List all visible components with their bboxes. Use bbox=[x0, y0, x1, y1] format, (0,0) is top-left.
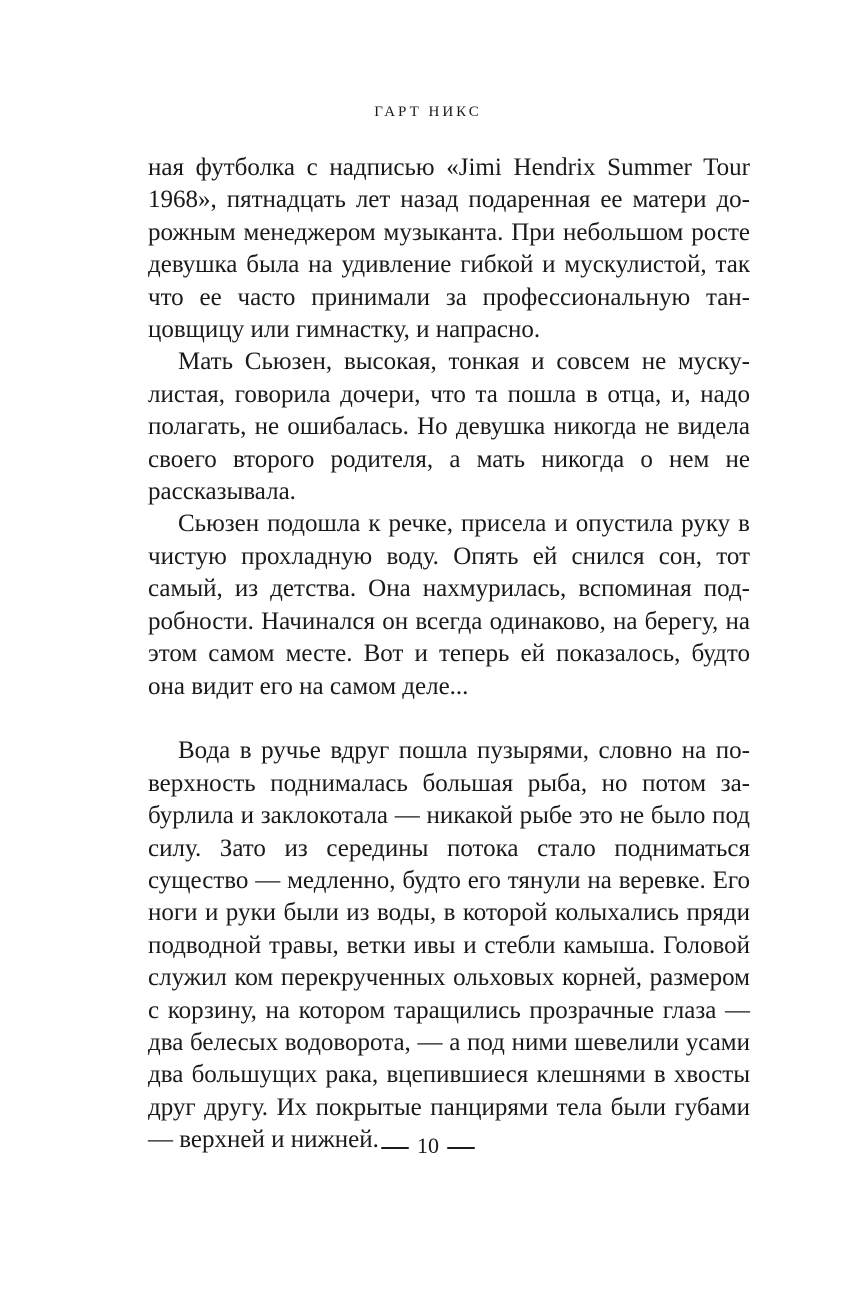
folio-dash-right bbox=[447, 1147, 475, 1149]
page-number: 10 bbox=[417, 1133, 439, 1158]
body-text bbox=[148, 152, 750, 1157]
paragraph-3: Сьюзен подошла к речке, присела и опустила руку в чистую прохладную воду. Опять ей снился сон, тот самый, из детства. Она нахмурилась, вспоминая подробности. Начинался он всегда одинаково, на берегу, на этом самом месте. Вот и теперь ей показалось, будто она видит его на самом деле... bbox=[148, 510, 750, 700]
paragraph-4: Вода в ручье вдруг пошла пузырями, словно на поверхность поднималась большая рыба, но потом забурлила и заклокотала — никакой рыбе это не было под силу. Зато из середины потока стало подниматься существо — медленно, будто его тянули на веревке. Его ноги и руки были из воды, в которой колыхались пряди подводной травы, ветки ивы и стебли камыша. Головой служил ком перекрученных ольховых корней, размером с корзину, на котором таращились прозрачные глаза — два белесых водоворота, — а под ними шевелили усами два большущих рака, вцепившиеся клешнями в хвосты друг другу. Их покрытые панцирями тела были губами — верхней и нижней. bbox=[148, 737, 750, 1154]
paragraph-1: ная футболка с надписью «Jimi Hendrix Summer Tour 1968», пятнадцать лет назад подаренная ее матери дорожным менеджером музыканта. При небольшом росте девушка была на удивление гибкой и мускулистой, так что ее часто принимали за профессиональную танцовщицу или гимнастку, и напрасно. bbox=[148, 154, 750, 344]
paragraph-2: Мать Сьюзен, высокая, тонкая и совсем не мускулистая, говорила дочери, что та пошла в отца, и, надо полагать, не ошибалась. Но девушка никогда не видела своего второго родителя, а мать никогда о нем не рассказывала. bbox=[148, 348, 750, 506]
running-head: ГАРТ НИКС bbox=[374, 104, 482, 120]
section-break bbox=[148, 703, 750, 735]
folio-dash-left bbox=[381, 1147, 409, 1149]
page-number-folio bbox=[0, 1133, 856, 1159]
